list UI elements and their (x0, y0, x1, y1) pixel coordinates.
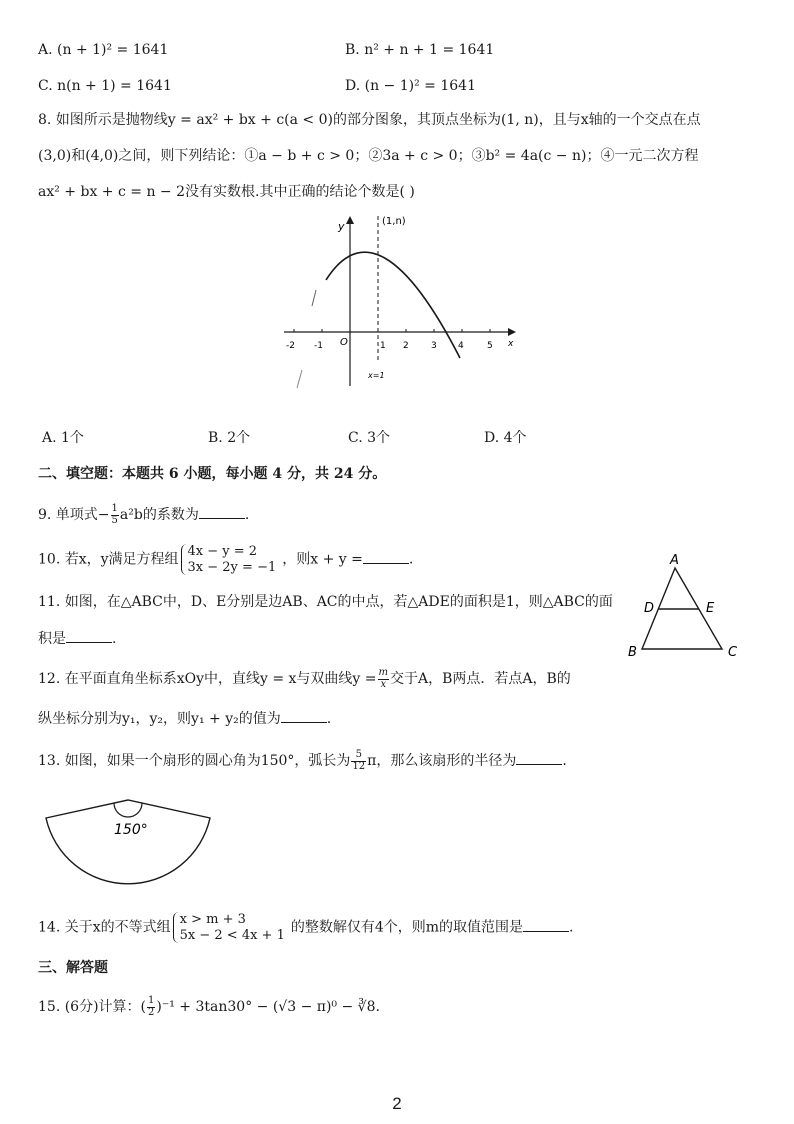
page-number: 2 (392, 1094, 402, 1113)
q9-frac-den: 5 (111, 514, 118, 526)
q15-prefix: 15. (6分)计算：( (38, 999, 147, 1015)
section-3-heading: 三、解答题 (38, 960, 108, 976)
q13-end: . (562, 753, 567, 769)
q8-line-3: ax² + bx + c = n − 2没有实数根.其中正确的结论个数是( ) (38, 184, 415, 200)
symmetry-axis-label: x=1 (368, 371, 385, 380)
parabola-graph (280, 210, 520, 400)
section-2-heading: 二、填空题：本题共 6 小题，每小题 4 分，共 24 分。 (38, 466, 387, 482)
origin-label: O (340, 337, 348, 348)
q12-line-1 (38, 668, 571, 690)
question-15 (38, 996, 380, 1018)
label-b: B (628, 645, 637, 660)
q10-suffix: ，则x + y = (282, 551, 363, 568)
tick-label-neg1: -1 (314, 341, 323, 351)
q8-line-2: (3,0)和(4,0)之间，则下列结论：①a − b + c > 0；②3a + c > 0；③b² = 4a(c − n)；④一元二次方程 (38, 148, 699, 164)
q7-option-a: A. (n + 1)² = 1641 (38, 42, 169, 58)
q7-option-b: B. n² + n + 1 = 1641 (345, 42, 495, 58)
q8-option-a: A. 1个 (42, 430, 84, 446)
q10-equation-2: 3x − 2y = −1 (187, 559, 277, 575)
q12-line-2 (38, 710, 331, 728)
label-a: A (670, 553, 679, 568)
q13-fraction (351, 750, 366, 772)
q13-suffix: π，那么该扇形的半径为 (367, 753, 517, 769)
triangle-figure (622, 552, 747, 662)
x-axis-arrow (508, 328, 516, 336)
q9-end: . (244, 507, 250, 523)
q12-prefix: 12. 在平面直角坐标系xOy中，直线y = x与双曲线y = (38, 671, 377, 687)
y-axis-arrow (346, 216, 354, 224)
q14-end: . (569, 919, 574, 936)
q12-fraction (378, 668, 389, 690)
tick-label-4: 4 (458, 341, 464, 351)
q8-line-1: 8. 如图所示是抛物线y = ax² + bx + c(a < 0)的部分图象，其顶点坐标为(1, n)，且与x轴的一个交点在点 (38, 112, 701, 128)
tick-label-neg2: -2 (286, 341, 295, 351)
q10-answer-blank[interactable] (363, 551, 409, 564)
q9-answer-blank[interactable] (199, 506, 245, 519)
q11-text: 积是 (38, 631, 66, 647)
q10-end: . (408, 551, 414, 568)
q11-answer-blank[interactable] (66, 630, 112, 643)
q15-frac-den: 2 (148, 1006, 155, 1018)
q9-suffix: a²b的系数为 (119, 507, 199, 523)
x-axis-label: x (508, 339, 514, 349)
tick-label-5: 5 (487, 341, 493, 351)
angle-label: 150° (114, 822, 148, 838)
sector-figure (38, 790, 228, 900)
q7-option-d: D. (n − 1)² = 1641 (345, 78, 476, 94)
q12-frac-num: m (378, 667, 389, 678)
q10-equation-system (181, 544, 281, 575)
q15-fraction (147, 996, 155, 1018)
q14-inequality-system (173, 912, 289, 943)
q14-inequality-2: 5x − 2 < 4x + 1 (179, 927, 285, 943)
question-9 (38, 504, 249, 526)
q13-answer-blank[interactable] (516, 752, 562, 765)
q10-equation-1: 4x − y = 2 (187, 544, 258, 559)
question-13 (38, 750, 567, 772)
q7-option-c: C. n(n + 1) = 1641 (38, 78, 172, 94)
q12-end: . (326, 711, 332, 727)
q11-line-2 (38, 630, 116, 648)
question-10 (38, 544, 413, 575)
tick-label-1: 1 (380, 341, 386, 351)
angle-arc (114, 803, 142, 817)
q14-answer-blank[interactable] (523, 919, 569, 932)
vertex-label: (1,n) (382, 216, 406, 227)
q9-fraction (111, 504, 119, 526)
q15-suffix: )⁻¹ + 3tan30° − (√3 − π)⁰ − ∛8. (156, 999, 380, 1015)
q9-prefix: 9. 单项式− (38, 507, 110, 523)
q8-option-c: C. 3个 (348, 430, 391, 446)
q14-inequality-1: x > m + 3 (179, 912, 246, 927)
q11-line-1: 11. 如图，在△ABC中，D、E分别是边AB、AC的中点，若△ADE的面积是1，则△ABC的面 (38, 594, 613, 610)
q14-suffix: 的整数解仅有4个，则m的取值范围是 (290, 919, 524, 936)
q8-option-d: D. 4个 (484, 430, 527, 446)
q9-frac-num: 1 (111, 503, 118, 514)
q11-end: . (112, 631, 117, 647)
q12-suffix: 交于A，B两点．若点A，B的 (390, 671, 571, 687)
sector-shape (46, 800, 210, 884)
label-c: C (728, 645, 738, 660)
tick-label-2: 2 (403, 341, 409, 351)
label-e: E (706, 601, 715, 616)
question-14 (38, 912, 573, 943)
q12-text: 纵坐标分别为y₁，y₂，则y₁ + y₂的值为 (38, 711, 281, 727)
y-axis-label: y (338, 220, 345, 233)
q12-answer-blank[interactable] (281, 710, 327, 723)
q14-prefix: 14. 关于x的不等式组 (38, 919, 171, 936)
label-d: D (644, 601, 655, 616)
q8-option-b: B. 2个 (208, 430, 251, 446)
q13-frac-num: 5 (351, 750, 366, 762)
q13-frac-den: 12 (352, 760, 366, 772)
q12-frac-den: x (380, 678, 387, 690)
q10-prefix: 10. 若x，y满足方程组 (38, 551, 179, 568)
tick-label-3: 3 (431, 341, 437, 351)
q15-frac-num: 1 (148, 995, 155, 1006)
q13-prefix: 13. 如图，如果一个扇形的圆心角为150°，弧长为 (38, 753, 351, 769)
